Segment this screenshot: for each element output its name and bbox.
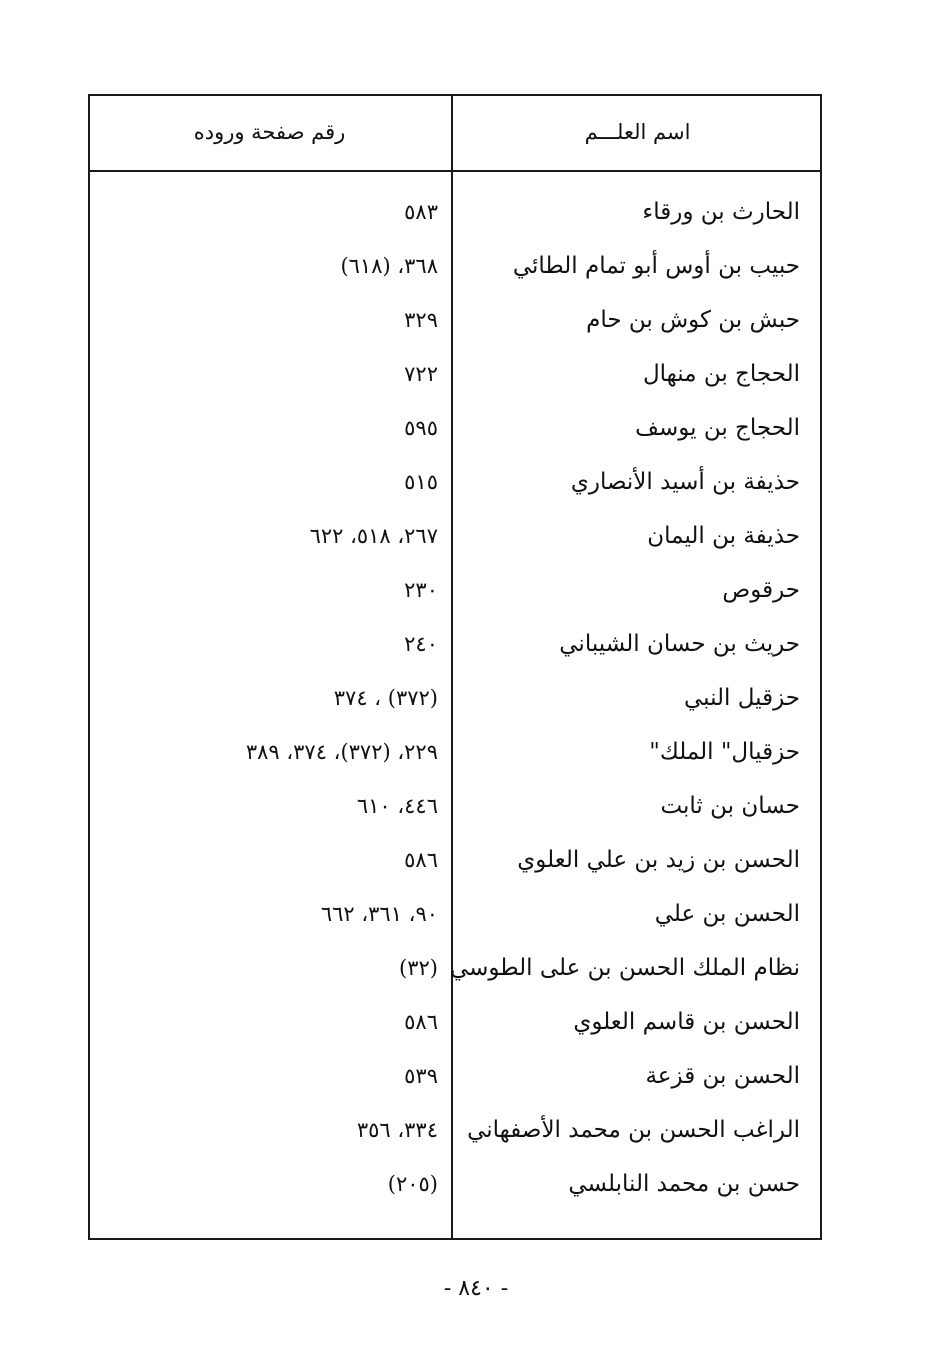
table-row <box>90 510 820 564</box>
page-references: ٢٢٩، (٣٧٢)، ٣٧٤، ٣٨٩ <box>245 740 438 764</box>
header-divider <box>88 170 822 172</box>
person-name: حزقيل النبي <box>683 685 800 711</box>
page-references: ٤٤٦، ٦١٠ <box>356 794 438 818</box>
person-name: حبش بن كوش بن حام <box>586 307 800 333</box>
table-row <box>90 1104 820 1158</box>
page-references: ٥٨٦ <box>404 1010 438 1034</box>
page-references: ٣٣٤، ٣٥٦ <box>356 1118 438 1142</box>
person-name: الحسن بن علي <box>654 901 800 927</box>
table-row <box>90 240 820 294</box>
table-row <box>90 1050 820 1104</box>
page-references: (٣٧٢) ، ٣٧٤ <box>333 686 438 710</box>
page-references: ٢٣٠ <box>404 578 438 602</box>
person-name: حسان بن ثابت <box>660 793 800 819</box>
page-number: - ٨٤٠ - <box>443 1276 509 1301</box>
page-references: ٣٦٨، (٦١٨) <box>340 254 438 278</box>
page-references: ٢٤٠ <box>404 632 438 656</box>
table-row <box>90 348 820 402</box>
table-row <box>90 618 820 672</box>
page-references: ٥٨٦ <box>404 848 438 872</box>
page-references: (٣٢) <box>399 956 438 980</box>
person-name: الحارث بن ورقاء <box>642 199 800 225</box>
table-row <box>90 834 820 888</box>
table-row <box>90 402 820 456</box>
page-references: ٥٣٩ <box>404 1064 438 1088</box>
table-row <box>90 672 820 726</box>
table-row <box>90 942 820 996</box>
page-references: (٢٠٥) <box>387 1172 438 1196</box>
page-references: ٣٢٩ <box>404 308 438 332</box>
table-row <box>90 456 820 510</box>
person-name: نظام الملك الحسن بن على الطوسي <box>449 955 800 981</box>
person-name: الحجاج بن منهال <box>642 361 800 387</box>
person-name: الحسن بن قاسم العلوي <box>573 1009 800 1035</box>
table-row <box>90 1158 820 1212</box>
table-row <box>90 780 820 834</box>
page-references: ٧٢٢ <box>404 362 438 386</box>
page-references: ٩٠، ٣٦١، ٦٦٢ <box>320 902 438 926</box>
page-references: ٢٦٧، ٥١٨، ٦٢٢ <box>309 524 438 548</box>
person-name: حسن بن محمد النابلسي <box>568 1171 800 1197</box>
page-references: ٥٩٥ <box>404 416 438 440</box>
table-row <box>90 186 820 240</box>
column-header-pages: رقم صفحة وروده <box>193 120 346 144</box>
index-rows <box>90 186 820 1212</box>
person-name: حريث بن حسان الشيباني <box>559 631 800 657</box>
person-name: حرقوص <box>722 577 800 603</box>
table-row <box>90 564 820 618</box>
table-row <box>90 996 820 1050</box>
person-name: الحجاج بن يوسف <box>635 415 800 441</box>
person-name: حزقيال" الملك" <box>649 739 800 765</box>
page-references: ٥١٥ <box>404 470 438 494</box>
column-header-name: اسم العلـــم <box>584 120 691 144</box>
table-row <box>90 888 820 942</box>
page-references: ٥٨٣ <box>404 200 438 224</box>
person-name: الراغب الحسن بن محمد الأصفهاني <box>467 1117 800 1143</box>
person-name: الحسن بن زيد بن علي العلوي <box>517 847 800 873</box>
person-name: الحسن بن قزعة <box>645 1063 800 1089</box>
table-row <box>90 726 820 780</box>
person-name: حذيفة بن أسيد الأنصاري <box>570 469 800 495</box>
person-name: حبيب بن أوس أبو تمام الطائي <box>512 253 800 279</box>
person-name: حذيفة بن اليمان <box>647 523 800 549</box>
table-row <box>90 294 820 348</box>
